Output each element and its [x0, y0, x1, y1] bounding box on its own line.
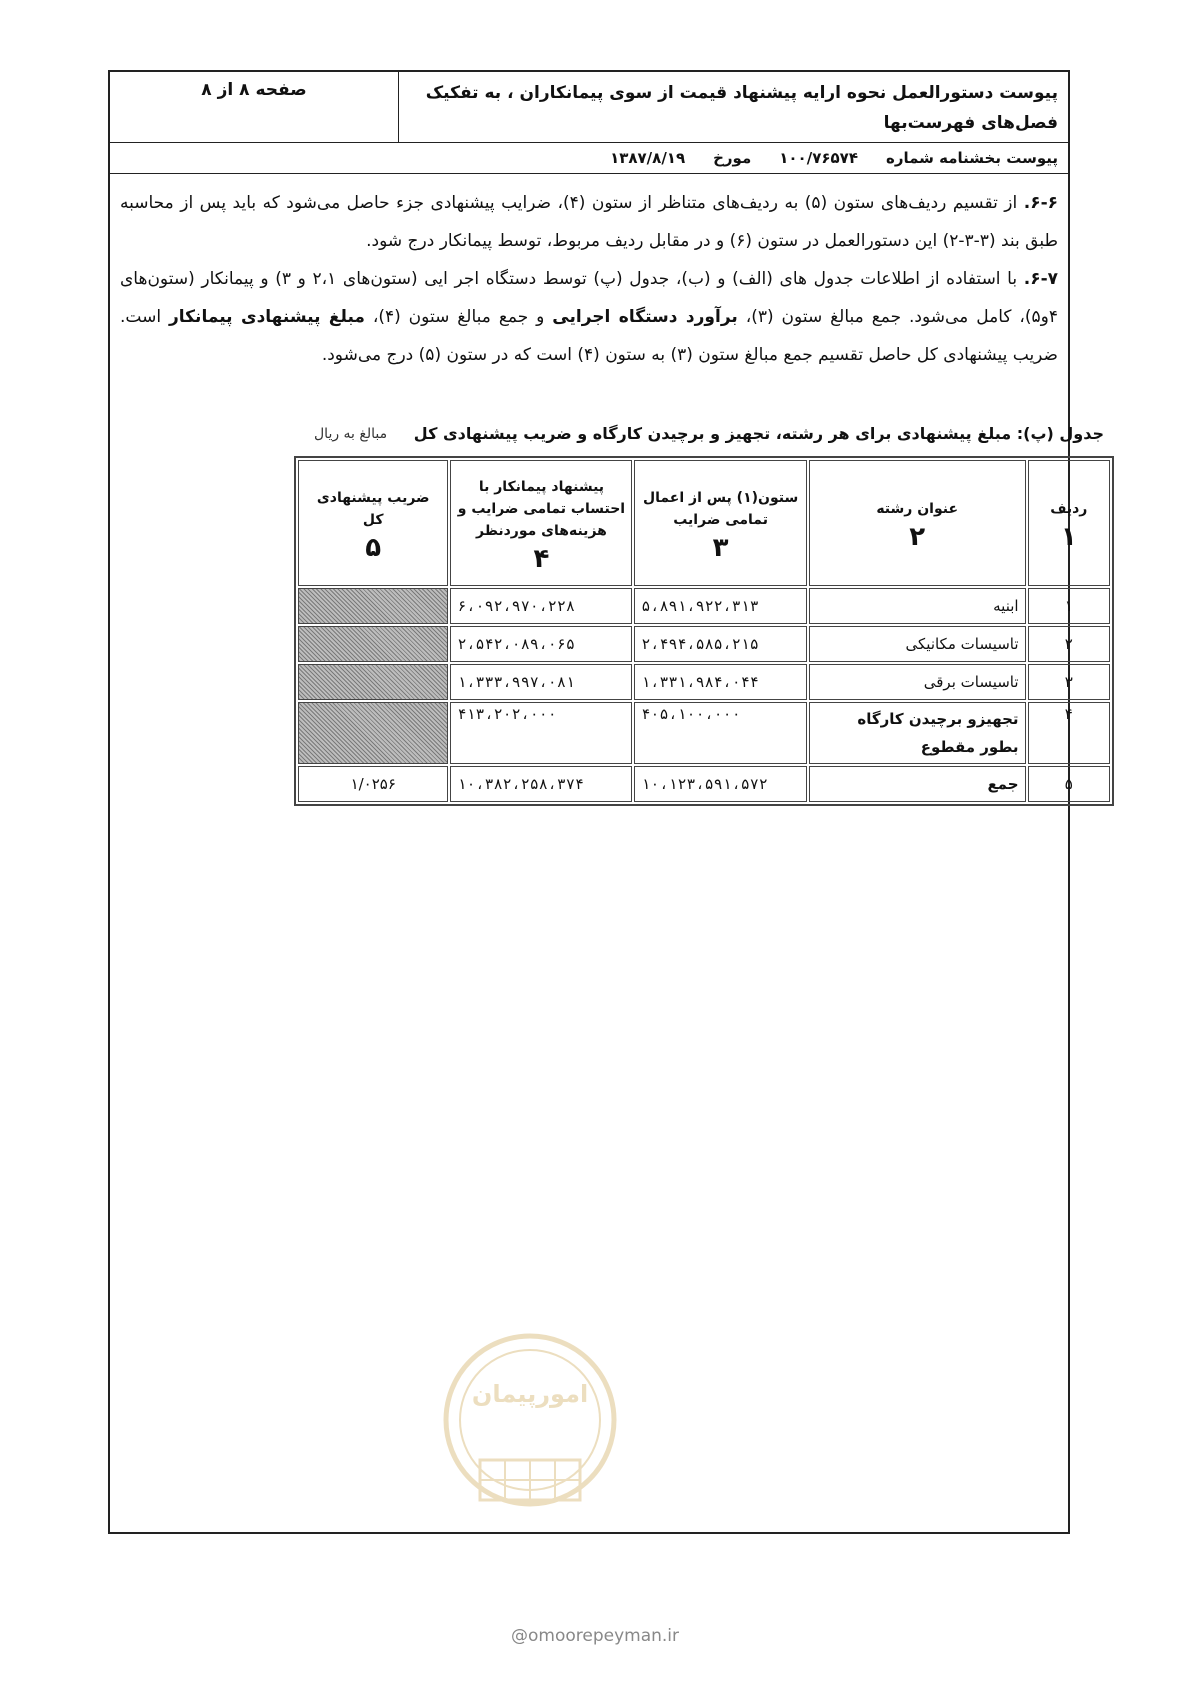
estimate-cell: ۴۰۵،۱۰۰،۰۰۰ — [634, 702, 806, 764]
date-label: مورخ — [713, 149, 752, 167]
paragraph-number: ۶-۷. — [1023, 269, 1058, 289]
header — [110, 72, 1068, 143]
table-row — [298, 626, 1110, 662]
bold-term: برآورد دستگاه اجرایی — [552, 307, 738, 327]
table-header-row — [298, 460, 1110, 586]
row-title: ابنیه — [809, 588, 1026, 624]
paragraph-text: با استفاده از اطلاعات جدول های (الف) و (ب)، جدول (پ) توسط دستگاه اجر ایی (ستون‌های ۲،۱ و ۳) و پیمانکار (ستون‌های ۴و۵)، کامل می‌شود. جمع مبالغ ستون (۳)، — [120, 269, 1059, 327]
circular-label: پیوست بخشنامه شماره — [885, 149, 1058, 167]
bold-term: مبلغ پیشنهادی پیمانکار — [169, 307, 365, 327]
paragraph-6-6 — [120, 184, 1058, 260]
footer-handle: @omoorepeyman.ir — [510, 1626, 680, 1646]
table-total-row — [298, 766, 1110, 802]
seal-text: امورپیمان — [471, 1380, 589, 1408]
table-row — [298, 664, 1110, 700]
shaded-cell — [298, 664, 448, 700]
table-title: جدول (پ): مبلغ پیشنهادی برای هر رشته، تجهیز و برچیدن کارگاه و ضریب پیشنهادی کل — [413, 424, 1104, 443]
row-no: ۲ — [1028, 626, 1110, 662]
table-row — [298, 588, 1110, 624]
bid-total: ۱۰،۳۸۲،۲۵۸،۳۷۴ — [450, 766, 632, 802]
bid-cell: ۲،۵۴۲،۰۸۹،۰۶۵ — [450, 626, 632, 662]
header-row-no: ردیف ۱ — [1028, 460, 1110, 586]
circular-info — [110, 143, 1068, 174]
paragraph-text: و جمع مبالغ ستون (۴)، — [364, 307, 553, 327]
row-no: ۱ — [1028, 588, 1110, 624]
row-title: تاسیسات برقی — [809, 664, 1026, 700]
row-title: تاسیسات مکانیکی — [809, 626, 1026, 662]
paragraph-number: ۶-۶. — [1023, 193, 1058, 213]
estimate-cell: ۱،۳۳۱،۹۸۴،۰۴۴ — [634, 664, 806, 700]
table-caption — [314, 424, 1104, 443]
header-col3: ستون(۱) پس از اعمال تمامی ضرایب ۳ — [634, 460, 806, 586]
paragraph-text: است. ضریب پیشنهادی کل حاصل تقسیم جمع مبالغ ستون (۳) به ستون (۴) است که در ستون (۵) درج می‌شود. — [120, 307, 1058, 365]
overall-coefficient: ۱/۰۲۵۶ — [298, 766, 448, 802]
body-text — [110, 174, 1068, 374]
seal-icon — [440, 1320, 620, 1540]
paragraph-6-7 — [120, 260, 1058, 374]
row-no: ۵ — [1028, 766, 1110, 802]
shaded-cell — [298, 626, 448, 662]
bid-cell: ۶،۰۹۲،۹۷۰،۲۲۸ — [450, 588, 632, 624]
table-row — [298, 702, 1110, 764]
header-col4: پیشنهاد پیمانکار با احتساب تمامی ضرایب و هزینه‌های موردنظر ۴ — [450, 460, 632, 586]
circular-date: ۱۳۸۷/۸/۱۹ — [610, 149, 686, 167]
shaded-cell — [298, 588, 448, 624]
bid-cell: ۱،۳۳۳،۹۹۷،۰۸۱ — [450, 664, 632, 700]
price-table — [294, 456, 1114, 806]
table-unit: مبالغ به ریال — [314, 425, 388, 442]
shaded-cell — [298, 702, 448, 764]
row-no: ۴ — [1028, 702, 1110, 764]
header-col5: ضریب پیشنهادی کل ۵ — [298, 460, 448, 586]
bid-cell: ۴۱۳،۲۰۲،۰۰۰ — [450, 702, 632, 764]
row-title: جمع — [809, 766, 1026, 802]
document-title: پیوست دستورالعمل نحوه ارایه پیشنهاد قیمت از سوی پیمانکاران ، به تفکیک فصل‌های فهرست‌بها — [398, 72, 1068, 142]
paragraph-text: از تقسیم ردیف‌های ستون (۵) به ردیف‌های متناظر از ستون (۴)، ضرایب پیشنهادی جزء حاصل می‌شود که باید پس از محاسبه طبق بند (۳-۳-۲) این دستورالعمل در ستون (۶) و در مقابل ردیف مربوط، توسط پیمانکار درج شود. — [120, 193, 1058, 251]
watermark-seal — [440, 1320, 620, 1540]
row-title: تجهیزو برچیدن کارگاه بطور مقطوع — [809, 702, 1026, 764]
page-number: صفحه ۸ از ۸ — [201, 80, 307, 100]
header-title: عنوان رشته ۲ — [809, 460, 1026, 586]
estimate-cell: ۵،۸۹۱،۹۲۲،۳۱۳ — [634, 588, 806, 624]
row-no: ۳ — [1028, 664, 1110, 700]
estimate-total: ۱۰،۱۲۳،۵۹۱،۵۷۲ — [634, 766, 806, 802]
circular-number: ۱۰۰/۷۶۵۷۴ — [779, 149, 858, 167]
estimate-cell: ۲،۴۹۴،۵۸۵،۲۱۵ — [634, 626, 806, 662]
